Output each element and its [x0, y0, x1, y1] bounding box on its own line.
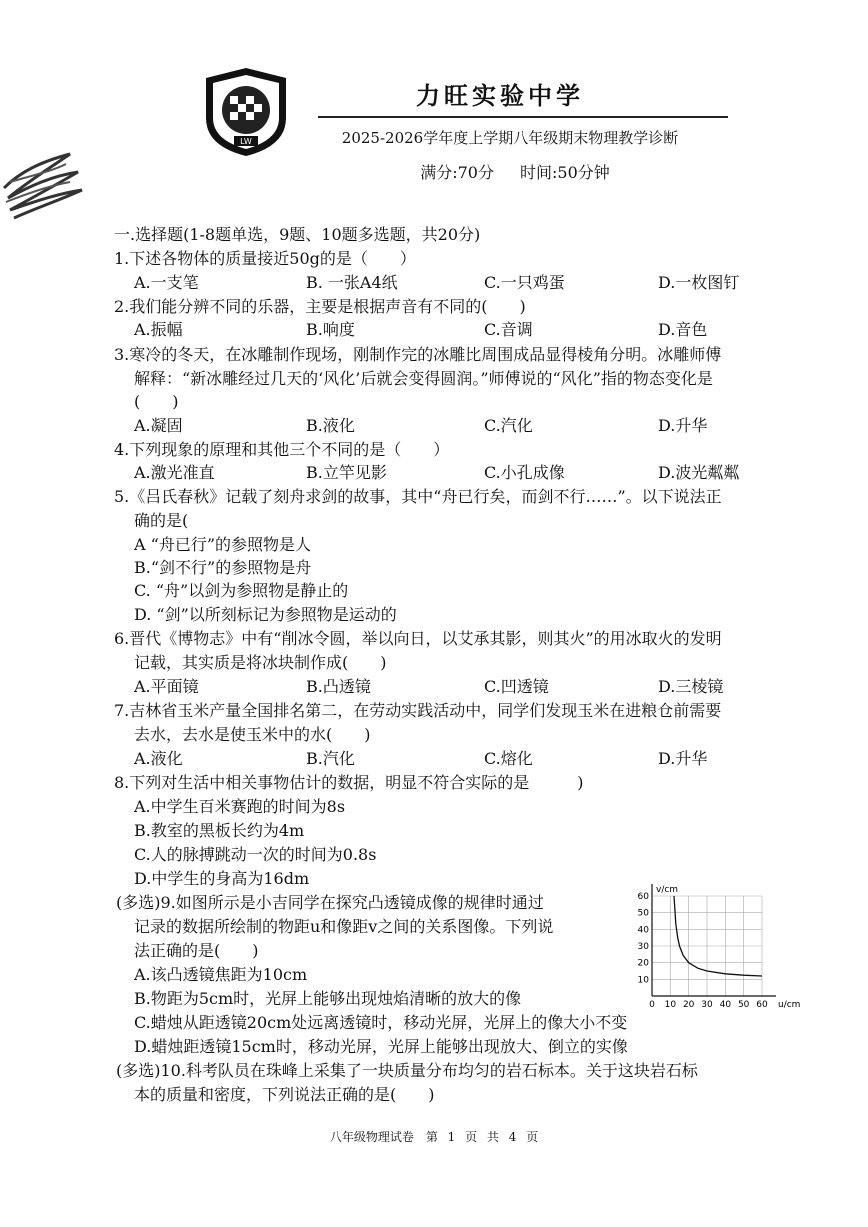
y-tick-label: 20: [637, 958, 649, 969]
y-tick-label: 40: [637, 925, 649, 936]
question-9: (多选)9.如图所示是小吉同学在探究凸透镜成像的规律时通过: [116, 893, 544, 912]
option-c: C.汽化: [484, 416, 533, 435]
school-name: 力旺实验中学: [416, 82, 584, 110]
question-10: (多选)10.科考队员在珠峰上采集了一块质量分布均匀的岩石标本。关于这块岩石标: [116, 1061, 698, 1080]
x-tick-label: 40: [719, 1000, 732, 1010]
option-d: D.一枚图钉: [658, 273, 740, 292]
full-score: 满分:70分: [420, 163, 494, 182]
option-c: C.小孔成像: [484, 463, 565, 482]
question-2: 2.我们能分辨不同的乐器，主要是根据声音有不同的( ): [114, 297, 526, 316]
uv-graph: [630, 876, 800, 1010]
option-a: A.振幅: [134, 320, 183, 339]
option-d: D.升华: [658, 416, 708, 435]
y-tick-label: 10: [637, 975, 649, 986]
option-c: C.凹透镜: [484, 677, 549, 696]
y-tick-label: 30: [637, 942, 649, 952]
option-d: D.升华: [658, 749, 708, 768]
x-tick-label: 60: [756, 1000, 768, 1010]
option-b: B.凸透镜: [306, 677, 371, 696]
option-c: C.音调: [484, 320, 533, 339]
pen-scribble: [0, 142, 86, 222]
question-9-line-3: 法正确的是( ): [134, 941, 259, 960]
x-tick-label: 30: [701, 1000, 713, 1010]
exam-title: 2025-2026学年度上学期八年级期末物理教学诊断: [341, 129, 679, 147]
question-5-line-2: 确的是(: [134, 511, 189, 530]
x-tick-label: 0: [649, 1000, 655, 1010]
option-b: B.汽化: [306, 749, 355, 768]
option-c: C.蜡烛从距透镜20cm处远离透镜时，移动光屏，光屏上的像大小不变: [134, 1013, 628, 1032]
question-1-options: [134, 272, 834, 294]
question-2-options: [134, 319, 834, 341]
question-5: 5.《吕氏春秋》记载了刻舟求剑的故事，其中“舟已行矣，而剑不行……”。以下说法正: [114, 487, 722, 506]
question-7-line-2: 去水，去水是使玉米中的水( ): [134, 725, 371, 744]
question-6-line-2: 记载，其实质是将冰块制作成( ): [134, 653, 387, 672]
curve-series-line: [674, 896, 762, 976]
option-a: A.液化: [134, 749, 183, 768]
question-8: 8.下列对生活中相关事物估计的数据，明显不符合实际的是 ): [114, 773, 584, 792]
option-c: C.一只鸡蛋: [484, 273, 565, 292]
x-axis-label: u/cm: [778, 1000, 800, 1010]
page-footer: 八年级物理试卷 第 1 页 共 4 页: [329, 1130, 539, 1144]
school-logo: [200, 66, 292, 158]
option-d: D.蜡烛距透镜15cm时，移动光屏，光屏上能够出现放大、倒立的实像: [134, 1037, 628, 1056]
option-c: C.熔化: [484, 749, 533, 768]
option-a: A.该凸透镜焦距为10cm: [134, 965, 308, 984]
question-6: 6.晋代《博物志》中有“削冰令圆，举以向日，以艾承其影，则其火”的用冰取火的发明: [114, 629, 722, 648]
option-b: B.立竿见影: [306, 463, 387, 482]
question-4-options: [134, 462, 834, 484]
question-3-line-3: ( ): [134, 392, 179, 411]
option-a: A.一支笔: [134, 273, 199, 292]
question-6-options: [134, 676, 834, 698]
question-3-options: [134, 415, 834, 437]
option-d: D.音色: [658, 320, 708, 339]
score-time-line: [360, 160, 670, 183]
svg-text:LW: LW: [240, 137, 252, 146]
option-d: D. “剑”以所刻标记为参照物是运动的: [134, 605, 397, 624]
question-10-line-2: 本的质量和密度，下列说法正确的是( ): [134, 1085, 435, 1104]
x-tick-label: 10: [664, 1000, 677, 1010]
option-b: B.“剑不行”的参照物是舟: [134, 558, 312, 577]
section-heading: 一.选择题(1-8题单选，9题、10题多选题，共20分): [114, 225, 481, 244]
option-d: D.三棱镜: [658, 677, 724, 696]
question-7-options: [134, 748, 834, 770]
header-rule: [318, 116, 728, 118]
option-b: B.响度: [306, 320, 355, 339]
question-7: 7.吉林省玉米产量全国排名第二，在劳动实践活动中，同学们发现玉米在进粮仓前需要: [114, 701, 722, 720]
question-1: 1.下述各物体的质量接近50g的是（ ）: [114, 249, 416, 268]
x-tick-label: 20: [682, 1000, 695, 1010]
exam-time: 时间:50分钟: [520, 163, 610, 182]
option-a: A.中学生百米赛跑的时间为8s: [134, 797, 346, 816]
option-a: A.激光准直: [134, 463, 215, 482]
option-c: C. “舟”以剑为参照物是静止的: [134, 581, 349, 600]
option-d: D.波光粼粼: [658, 463, 740, 482]
option-a: A.平面镜: [134, 677, 199, 696]
option-a: A.凝固: [134, 416, 183, 435]
option-d: D.中学生的身高为16dm: [134, 869, 310, 888]
option-b: B. 一张A4纸: [306, 273, 398, 292]
y-axis-label: v/cm: [656, 885, 679, 895]
question-9-line-2: 记录的数据所绘制的物距u和像距v之间的关系图像。下列说: [134, 917, 554, 936]
question-3-line-2: 解释：“新冰雕经过几天的‘风化’后就会变得圆润。”师傅说的“风化”指的物态变化是: [134, 369, 713, 388]
option-a: A “舟已行”的参照物是人: [134, 535, 312, 554]
y-tick-label: 50: [637, 908, 649, 919]
option-b: B.教室的黑板长约为4m: [134, 821, 305, 840]
option-c: C.人的脉搏跳动一次的时间为0.8s: [134, 845, 377, 864]
option-b: B.液化: [306, 416, 355, 435]
question-4: 4.下列现象的原理和其他三个不同的是（ ）: [114, 440, 450, 459]
y-tick-label: 60: [637, 892, 649, 902]
option-b: B.物距为5cm时，光屏上能够出现烛焰清晰的放大的像: [134, 989, 522, 1008]
x-tick-label: 50: [737, 1000, 750, 1010]
question-3: 3.寒冷的冬天，在冰雕制作现场，刚制作完的冰雕比周围成品显得棱角分明。冰雕师傅: [114, 345, 722, 364]
